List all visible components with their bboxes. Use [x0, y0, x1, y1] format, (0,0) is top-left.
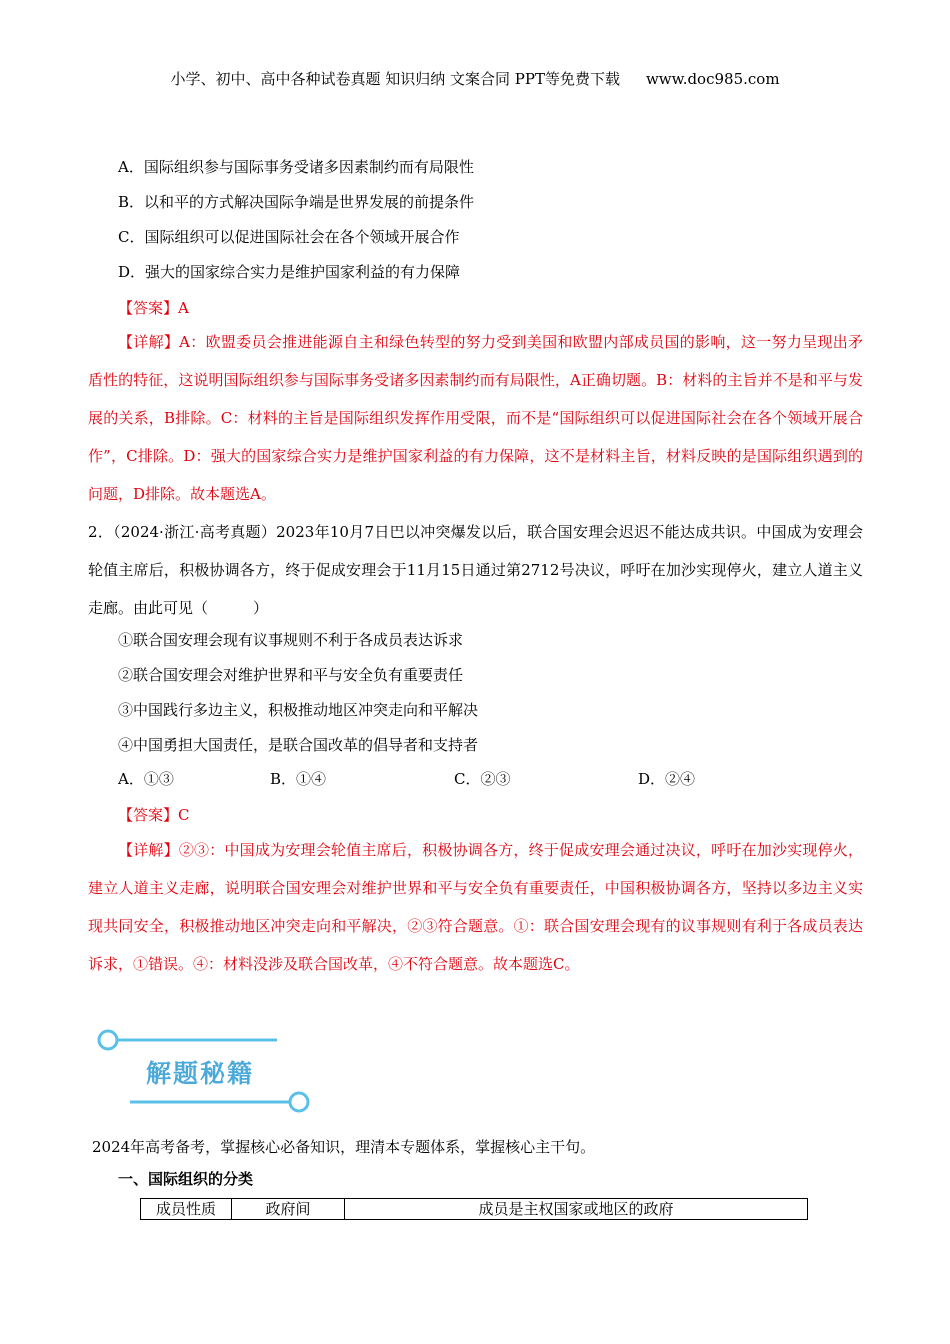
- header-site-link[interactable]: www.doc985.com: [645, 70, 780, 88]
- q1-detail-text: 【详解】A：欧盟委员会推进能源自主和绿色转型的努力受到美国和欧盟内部成员国的影响，这一努力呈现出矛盾性的特征，这说明国际组织参与国际事务受诸多因素制约而有局限性，A正确切题。B：材料的主旨并不是和平与发展的关系，B排除。C：材料的主旨是国际组织发挥作用受限，而不是“国际组织可以促进国际社会在各个领域开展合作”，C排除。D：强大的国家综合实力是维护国家利益的有力保障，这不是材料主旨，材料反映的是国际组织遇到的问题，D排除。故本题选A。: [88, 333, 863, 503]
- q2-statement-1: ①联合国安理会现有议事规则不利于各成员表达诉求: [118, 631, 464, 649]
- header-text: 小学、初中、高中各种试卷真题 知识归纳 文案合同 PPT等免费下载: [170, 70, 620, 88]
- q2-stem-text: 2．（2024·浙江·高考真题）2023年10月7日巴以冲突爆发以后，联合国安理会迟迟不能达成共识。中国成为安理会轮值主席后，积极协调各方，终于促成安理会于11月15日通过第2712号决议，呼吁在加沙实现停火，建立人道主义走廊。由此可见（ ）: [88, 523, 863, 617]
- q2-statement-3: ③中国践行多边主义，积极推动地区冲突走向和平解决: [118, 701, 479, 719]
- q2-option-d: D．②④: [638, 770, 696, 788]
- banner-title: 解题秘籍: [146, 1059, 255, 1088]
- q1-answer: 【答案】A: [118, 299, 189, 317]
- section-title: 一、国际组织的分类: [118, 1170, 254, 1188]
- table-cell: 成员性质: [141, 1199, 232, 1220]
- q1-option-c: C．国际组织可以促进国际社会在各个领域开展合作: [118, 228, 460, 246]
- intro-text: 2024年高考备考，掌握核心必备知识，理清本专题体系，掌握核心主干句。: [92, 1138, 596, 1156]
- q2-stem: [88, 513, 863, 627]
- page-header: [0, 68, 950, 90]
- q1-option-d: D．强大的国家综合实力是维护国家利益的有力保障: [118, 263, 461, 281]
- q2-statement-2: ②联合国安理会对维护世界和平与安全负有重要责任: [118, 666, 464, 684]
- q2-statement-4: ④中国勇担大国责任，是联合国改革的倡导者和支持者: [118, 736, 479, 754]
- q2-detail-text: 【详解】②③：中国成为安理会轮值主席后，积极协调各方，终于促成安理会通过决议，呼吁在加沙实现停火，建立人道主义走廊，说明联合国安理会对维护世界和平与安全负有重要责任，中国积极协调各方，坚持以多边主义实现共同安全，积极推动地区冲突走向和平解决，②③符合题意。①：联合国安理会现有的议事规则有利于各成员表达诉求，①错误。④：材料没涉及联合国改革，④不符合题意。故本题选C。: [88, 841, 863, 973]
- table-cell: 政府间: [232, 1199, 345, 1220]
- table-cell: 成员是主权国家或地区的政府: [345, 1199, 808, 1220]
- q2-answer: 【答案】C: [118, 806, 190, 824]
- q1-option-b: B．以和平的方式解决国际争端是世界发展的前提条件: [118, 193, 475, 211]
- table-row: [141, 1199, 808, 1220]
- tips-banner: [92, 1022, 317, 1118]
- q2-option-a: A．①③: [118, 770, 174, 788]
- q2-detail: [88, 831, 863, 983]
- q1-detail: [88, 323, 863, 513]
- q2-option-c: C．②③: [454, 770, 511, 788]
- classification-table: [140, 1198, 808, 1220]
- q2-option-b: B．①④: [270, 770, 327, 788]
- q1-option-a: A．国际组织参与国际事务受诸多因素制约而有局限性: [118, 158, 474, 176]
